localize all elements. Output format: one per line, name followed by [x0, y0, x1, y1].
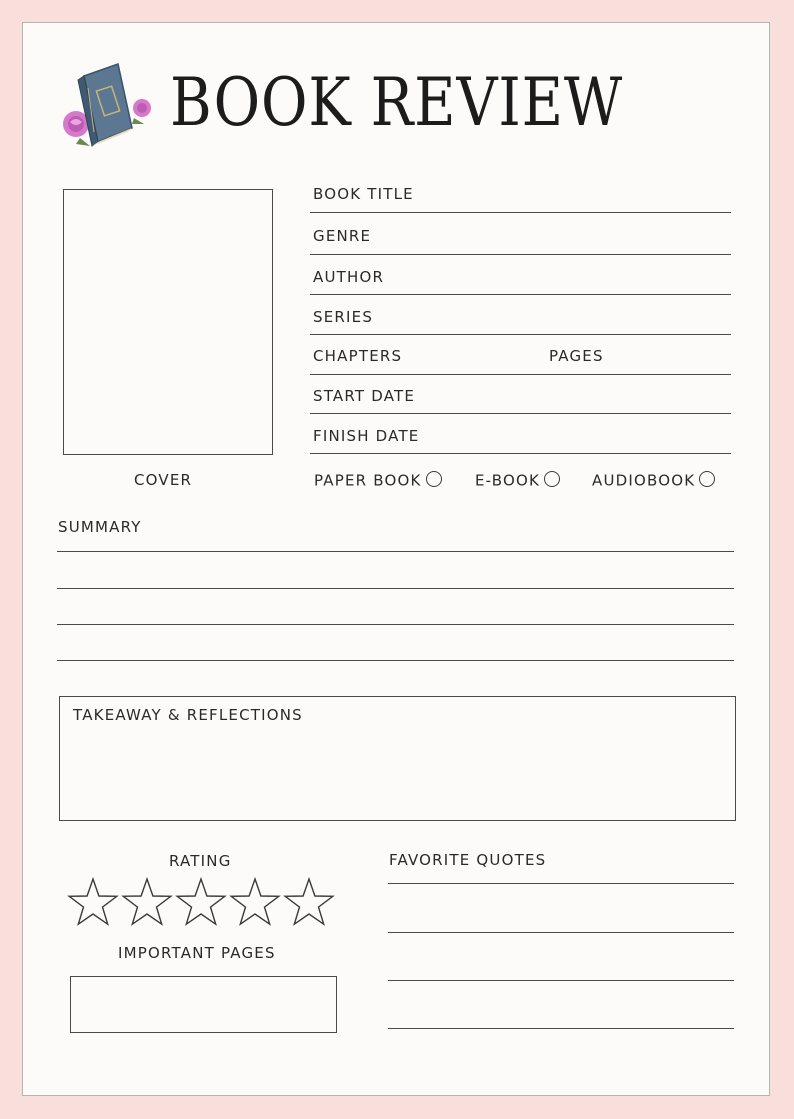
quote-line[interactable]: [388, 980, 734, 981]
series-line[interactable]: [310, 334, 731, 335]
quote-line[interactable]: [388, 883, 734, 884]
book-title-line[interactable]: [310, 212, 731, 213]
rating-stars[interactable]: [66, 876, 338, 930]
chapters-label: CHAPTERS: [313, 347, 403, 365]
important-pages-label: IMPORTANT PAGES: [118, 944, 276, 962]
format-option-label: AUDIOBOOK: [592, 471, 696, 490]
chapters-pages-line[interactable]: [310, 374, 731, 375]
radio-icon[interactable]: [544, 471, 560, 487]
summary-line[interactable]: [57, 551, 734, 552]
series-label: SERIES: [313, 308, 374, 326]
star-icon: [177, 879, 225, 924]
radio-icon[interactable]: [699, 471, 715, 487]
summary-line[interactable]: [57, 624, 734, 625]
book-illustration-icon: [58, 58, 158, 154]
format-option-e-book[interactable]: [475, 470, 560, 490]
star-icon: [231, 879, 279, 924]
start-date-label: START DATE: [313, 387, 416, 405]
star-icon: [285, 879, 333, 924]
format-option-audiobook[interactable]: [592, 470, 715, 490]
summary-line[interactable]: [57, 660, 734, 661]
pages-label: PAGES: [549, 347, 604, 365]
rating-label: RATING: [169, 852, 232, 870]
format-option-label: PAPER BOOK: [314, 471, 422, 490]
radio-icon[interactable]: [426, 471, 442, 487]
finish-date-line[interactable]: [310, 453, 731, 454]
review-sheet: [22, 22, 770, 1096]
author-label: AUTHOR: [313, 268, 385, 286]
cover-box[interactable]: [63, 189, 273, 455]
format-option-paper-book[interactable]: [314, 470, 442, 490]
star-icon: [69, 879, 117, 924]
important-pages-box[interactable]: [70, 976, 337, 1033]
author-line[interactable]: [310, 294, 731, 295]
format-option-label: E-BOOK: [475, 471, 541, 490]
favorite-quotes-label: FAVORITE QUOTES: [389, 851, 547, 869]
quote-line[interactable]: [388, 932, 734, 933]
summary-label: SUMMARY: [58, 518, 142, 536]
finish-date-label: FINISH DATE: [313, 427, 420, 445]
start-date-line[interactable]: [310, 413, 731, 414]
quote-line[interactable]: [388, 1028, 734, 1029]
star-icon: [123, 879, 171, 924]
cover-label: COVER: [134, 471, 193, 489]
takeaway-label: TAKEAWAY & REFLECTIONS: [73, 706, 303, 724]
page-title: BOOK REVIEW: [170, 64, 624, 141]
summary-line[interactable]: [57, 588, 734, 589]
genre-label: GENRE: [313, 227, 372, 245]
book-title-label: BOOK TITLE: [313, 185, 414, 203]
genre-line[interactable]: [310, 254, 731, 255]
